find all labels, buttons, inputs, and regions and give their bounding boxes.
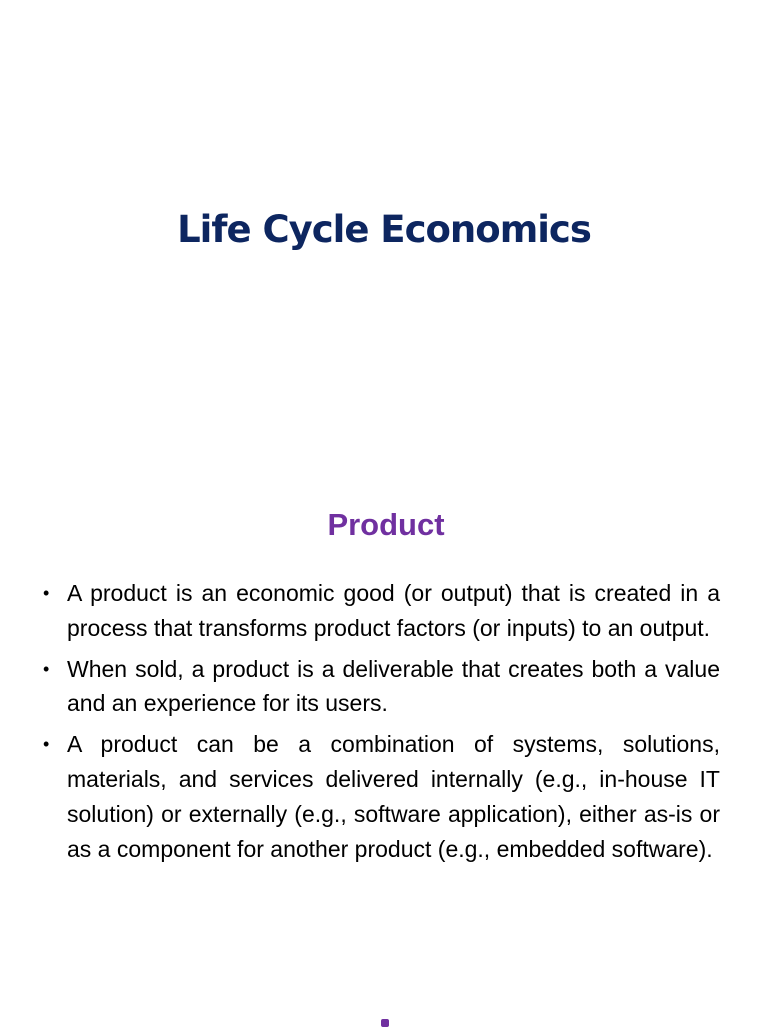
slide-title: Life Cycle Economics <box>177 208 591 251</box>
next-heading-cutoff <box>381 1019 389 1027</box>
bullet-list <box>43 576 720 872</box>
bullet-item <box>43 576 720 646</box>
bullet-text: A product can be a combination of systems, solutions, materials, and services delivered internally (e.g., in-house IT solution) or externally (e.g., software application), either as-is or as a component for another product (e.g., embedded software). <box>67 731 720 862</box>
section-heading: Product <box>327 507 445 542</box>
bullet-dot-icon: • <box>43 658 50 679</box>
bullet-dot-icon: • <box>43 734 50 755</box>
bullet-text: A product is an economic good (or output) that is created in a process that transforms product factors (or inputs) to an output. <box>67 580 720 641</box>
bullet-item <box>43 727 720 866</box>
bullet-item <box>43 652 720 722</box>
bullet-dot-icon: • <box>43 583 50 603</box>
bullet-text: When sold, a product is a deliverable that creates both a value and an experience for its users. <box>67 655 720 717</box>
